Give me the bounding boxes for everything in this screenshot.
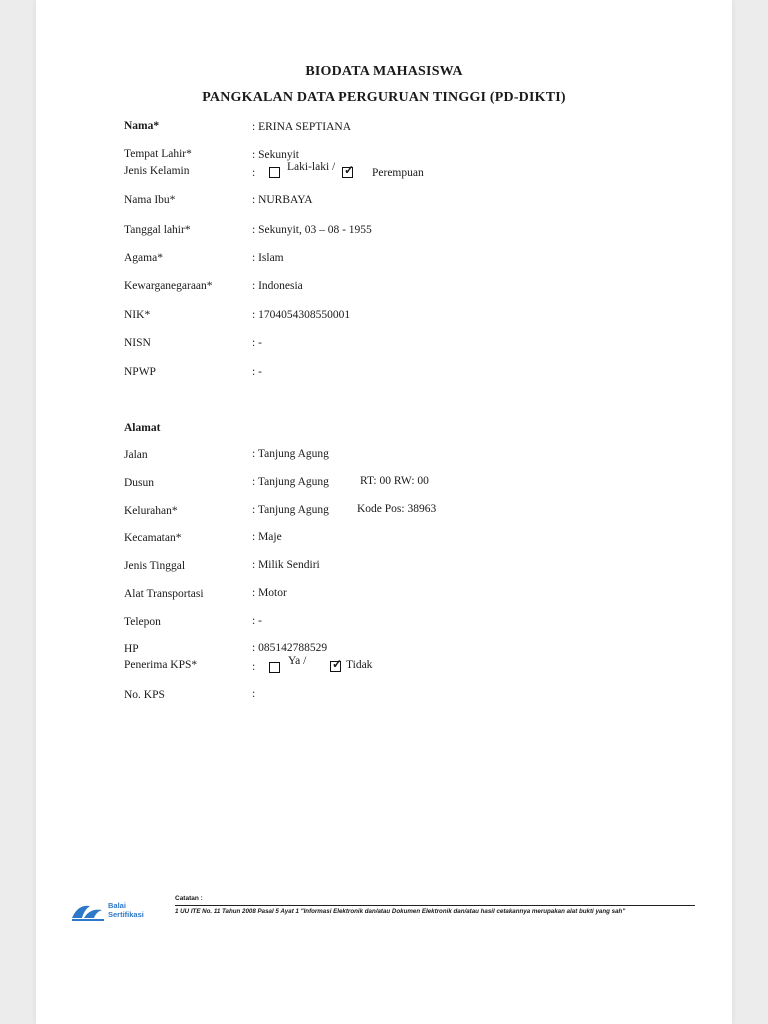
label-dusun: Dusun [124,477,155,489]
label-kecamatan: Kecamatan* [124,532,182,544]
document-subtitle: PANGKALAN DATA PERGURUAN TINGGI (PD-DIKTI) [202,90,566,105]
option-perempuan: Perempuan [372,167,424,179]
value-kelurahan: : Tanjung Agung [252,504,329,516]
value-tempat-lahir: : Sekunyit [252,149,299,161]
value-agama: : Islam [252,252,284,264]
value-nama: : ERINA SEPTIANA [252,121,352,133]
value-nik: : 1704054308550001 [252,309,351,321]
value-npwp: : - [252,366,262,378]
value-kecamatan: : Maje [252,531,282,543]
value-kode-pos: Kode Pos: 38963 [357,503,437,515]
logo-text-balai: Balai [108,901,126,910]
value-jalan: : Tanjung Agung [252,448,329,460]
value-telepon: : - [252,615,262,627]
label-no-kps: No. KPS [124,689,165,701]
label-nama: Nama* [124,120,160,132]
section-heading-alamat: Alamat [124,422,161,434]
label-telepon: Telepon [124,616,161,628]
checkbox-tidak[interactable] [330,657,343,672]
value-jenis-tinggal: : Milik Sendiri [252,559,320,571]
option-tidak: Tidak [346,659,373,671]
checkbox-perempuan[interactable] [342,163,355,178]
label-nik: NIK* [124,309,151,321]
colon-jenis-kelamin: : [252,167,256,179]
label-hp: HP [124,643,139,655]
colon-penerima-kps: : [252,661,256,673]
label-jenis-kelamin: Jenis Kelamin [124,165,190,177]
option-laki-laki: Laki-laki / [287,161,336,173]
checkmark-icon-perempuan: ✓ [344,163,355,177]
value-nama-ibu: : NURBAYA [252,194,313,206]
value-tanggal-lahir: : Sekunyit, 03 – 08 - 1955 [252,224,372,236]
checkmark-icon-tidak: ✓ [332,657,343,671]
balai-sertifikasi-logo-icon [70,900,106,922]
checkbox-ya[interactable] [269,662,280,673]
label-tempat-lahir: Tempat Lahir* [124,148,192,160]
label-alat-transportasi: Alat Transportasi [124,588,204,600]
label-npwp: NPWP [124,366,156,378]
footer-divider [175,905,695,906]
footer-catatan-label: Catatan : [175,895,203,902]
value-kewarganegaraan: : Indonesia [252,280,303,292]
option-ya: Ya / [288,655,307,667]
value-hp: : 085142788529 [252,642,328,654]
label-nama-ibu: Nama Ibu* [124,194,176,206]
footer-legal-note: 1 UU ITE No. 11 Tahun 2008 Pasal 5 Ayat 1 "Informasi Elektronik dan/atau Dokumen Elektronik dan/atau hasil cetakannya merupakan alat bukti yang sah" [175,908,626,915]
logo-text-sertifikasi: Sertifikasi [108,910,144,919]
label-nisn: NISN [124,337,151,349]
value-rt-rw: RT: 00 RW: 00 [360,475,429,487]
label-jenis-tinggal: Jenis Tinggal [124,560,186,572]
document-title: BIODATA MAHASISWA [305,64,463,79]
value-no-kps: : [252,688,256,700]
label-agama: Agama* [124,252,163,264]
label-kewarganegaraan: Kewarganegaraan* [124,280,213,292]
label-kelurahan: Kelurahan* [124,505,178,517]
value-alat-transportasi: : Motor [252,587,287,599]
label-tanggal-lahir: Tanggal lahir* [124,224,191,236]
checkbox-laki-laki[interactable] [269,167,280,178]
value-nisn: : - [252,337,262,349]
value-dusun: : Tanjung Agung [252,476,329,488]
label-jalan: Jalan [124,449,148,461]
label-penerima-kps: Penerima KPS* [124,659,198,671]
